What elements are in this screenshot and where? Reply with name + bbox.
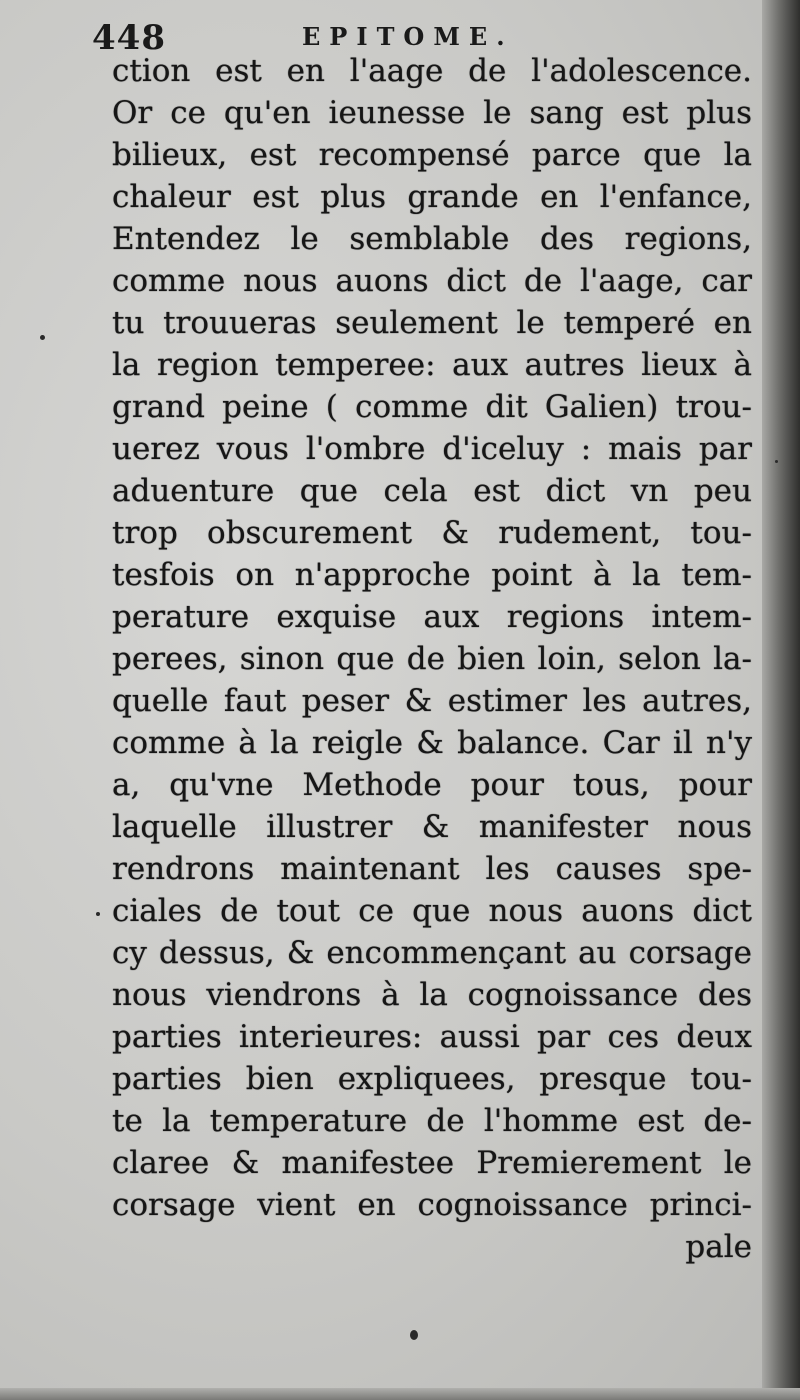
- text-line: la region temperee: aux autres lieux à: [112, 347, 752, 383]
- running-title: EPITOME.: [302, 22, 514, 51]
- text-line: perees, sinon que de bien loin, selon la-: [112, 641, 752, 677]
- text-line: uerez vous l'ombre d'iceluy : mais par: [112, 431, 752, 467]
- text-line: rendrons maintenant les causes spe-: [112, 851, 752, 887]
- text-line: parties bien expliquees, presque tou-: [112, 1061, 752, 1097]
- text-line: pale: [685, 1229, 752, 1265]
- text-line: perature exquise aux regions intem-: [112, 599, 752, 635]
- text-line: claree & manifestee Premierement le: [112, 1145, 752, 1181]
- ink-speck: [96, 912, 100, 916]
- text-line: te la temperature de l'homme est de-: [112, 1103, 752, 1139]
- text-line: ciales de tout ce que nous auons dict: [112, 893, 752, 929]
- text-line: Entendez le semblable des regions,: [112, 221, 752, 257]
- text-line: nous viendrons à la cognoissance des: [112, 977, 752, 1013]
- page-number: 448: [92, 18, 166, 58]
- page-bottom-edge: [0, 1388, 800, 1400]
- text-line: chaleur est plus grande en l'enfance,: [112, 179, 752, 215]
- text-line: cy dessus, & encommençant au corsage: [112, 935, 752, 971]
- text-line: ction est en l'aage de l'adolescence.: [112, 53, 752, 89]
- text-line: comme à la reigle & balance. Car il n'y: [112, 725, 752, 761]
- text-line: a, qu'vne Methode pour tous, pour: [112, 767, 752, 803]
- text-line: Or ce qu'en ieunesse le sang est plus: [112, 95, 752, 131]
- text-line: laquelle illustrer & manifester nous: [112, 809, 752, 845]
- page-gutter-shadow: [762, 0, 800, 1400]
- ink-speck: [775, 460, 778, 463]
- text-line: tesfois on n'approche point à la tem-: [112, 557, 752, 593]
- ink-speck: [410, 1330, 418, 1340]
- text-line: tu trouueras seulement le temperé en: [112, 305, 752, 341]
- text-line: corsage vient en cognoissance princi-: [112, 1187, 752, 1223]
- text-line: bilieux, est recompensé parce que la: [112, 137, 752, 173]
- page-header: [92, 14, 732, 58]
- text-line: grand peine ( comme dit Galien) trou-: [112, 389, 752, 425]
- text-line: quelle faut peser & estimer les autres,: [112, 683, 752, 719]
- body-text: [112, 50, 752, 1268]
- text-line: parties interieures: aussi par ces deux: [112, 1019, 752, 1055]
- text-line: aduenture que cela est dict vn peu: [112, 473, 752, 509]
- text-line: comme nous auons dict de l'aage, car: [112, 263, 752, 299]
- text-line: trop obscurement & rudement, tou-: [112, 515, 752, 551]
- ink-speck: [40, 335, 45, 340]
